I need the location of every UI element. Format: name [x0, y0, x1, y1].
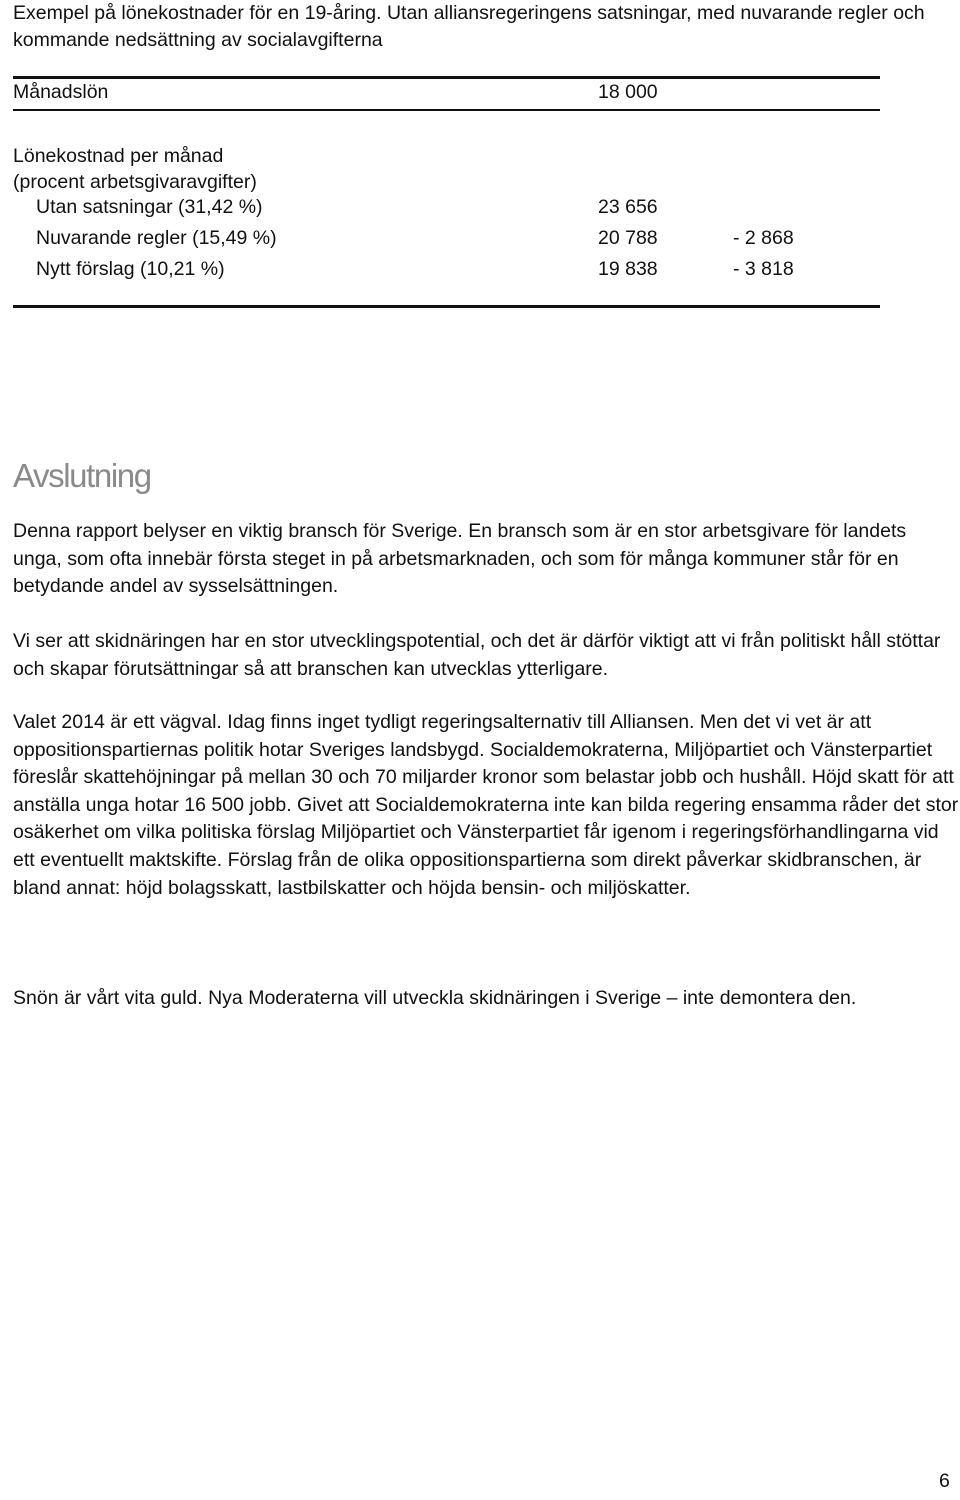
salary-label: Månadslön — [13, 81, 109, 103]
paragraph-closing: Snön är vårt vita guld. Nya Moderaterna vill utveckla skidnäringen i Sverige – inte demontera den. — [13, 987, 857, 1009]
table-row-label-0: Utan satsningar (31,42 %) — [36, 196, 263, 218]
page-number: 6 — [939, 1470, 950, 1492]
table-row-value-0: 23 656 — [598, 196, 658, 218]
section-heading: Avslutning — [13, 457, 151, 494]
salary-divider-rule — [13, 109, 880, 111]
table-row-diff-1: - 2 868 — [733, 227, 794, 249]
table-bottom-rule — [13, 305, 880, 308]
table-row-value-2: 19 838 — [598, 258, 658, 280]
cost-label-line1: Lönekostnad per månad — [13, 145, 224, 167]
table-top-rule — [13, 76, 880, 79]
paragraph-intro: Denna rapport belyser en viktig bransch för Sverige. En bransch som är en stor arbetsgivare för landets unga, som ofta innebär första steget in på arbetsmarknaden, och som för många kommuner står för en betydande andel av sysselsättningen. — [13, 520, 907, 598]
paragraph-potential: Vi ser att skidnäringen har en stor utvecklingspotential, och det är därför viktigt att vi från politiskt håll stöttar och skapar förutsättningar så att branschen kan utvecklas ytterligare. — [13, 630, 941, 680]
table-row-label-1: Nuvarande regler (15,49 %) — [36, 227, 277, 249]
table-row-label-2: Nytt förslag (10,21 %) — [36, 258, 225, 280]
paragraph-election: Valet 2014 är ett vägval. Idag finns inget tydligt regeringsalternativ till Alliansen. Men det vi vet är att oppositionspartiernas politik hotar Sveriges landsbygd. Socialdemokraterna, Miljöpartiet och Vänsterpartiet föreslår skattehöjningar på mellan 30 och 70 miljarder kronor som belastar jobb och hushåll. Höjd skatt för att anställa unga hotar 16 500 jobb. Givet att Socialdemokraterna inte kan bilda regering ensamma råder det stor osäkerhet om vilka politiska förslag Miljöpartiet och Vänsterpartiet får igenom i regeringsförhandlingarna vid ett eventuellt maktskifte. Förslag från de olika oppositionspartierna som direkt påverkar skidbranschen, är bland annat: höjd bolagsskatt, lastbilskatter och höjda bensin- och miljöskatter. — [13, 711, 959, 899]
salary-value: 18 000 — [598, 81, 658, 103]
table-row-value-1: 20 788 — [598, 227, 658, 249]
cost-label-line2: (procent arbetsgivaravgifter) — [13, 171, 257, 193]
table-row-diff-2: - 3 818 — [733, 258, 794, 280]
table-caption: Exempel på lönekostnader för en 19-åring. Utan alliansregeringens satsningar, med nuvarande regler och kommande nedsättning av socialavgifterna — [13, 2, 925, 51]
